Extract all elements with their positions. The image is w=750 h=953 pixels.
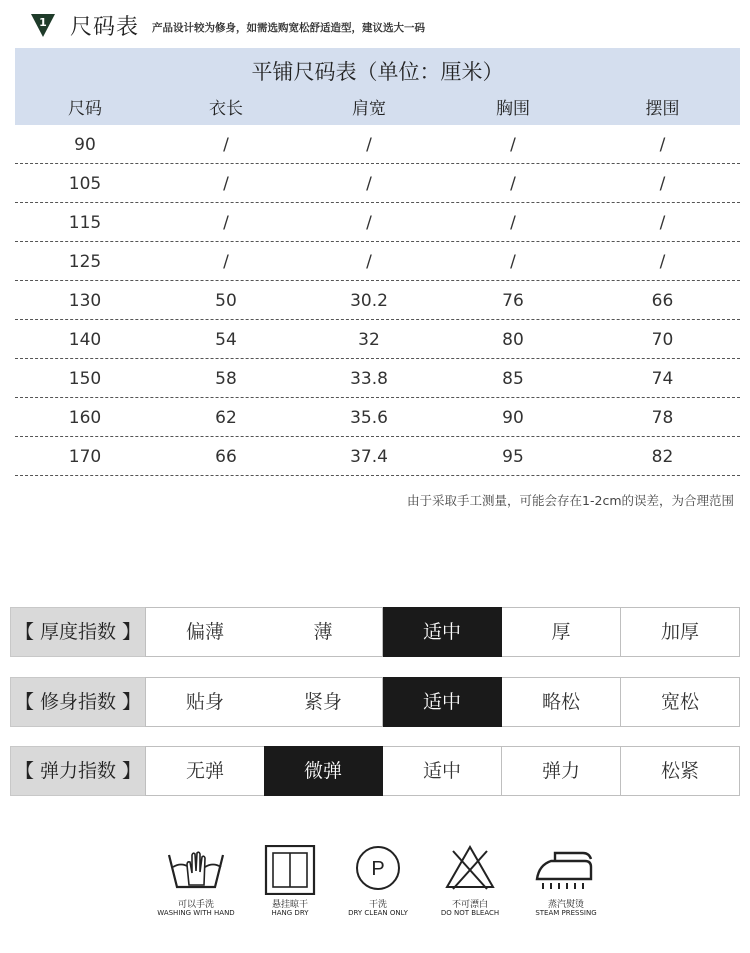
hand-wash-label-en: WASHING WITH HAND <box>157 909 235 917</box>
table-row <box>15 398 740 437</box>
hem-cell: 66 <box>651 291 674 311</box>
length-cell: 62 <box>215 408 237 428</box>
column-header-length: 衣长 <box>209 99 243 119</box>
measurement-footnote: 由于采取手工测量，可能会存在1-2cm的误差，为合理范围 <box>407 493 734 508</box>
size-cell: 90 <box>74 135 96 155</box>
no-bleach-label-cn: 不可漂白 <box>451 900 488 910</box>
care-no-bleach <box>425 845 515 925</box>
elasticity-option: 松紧 <box>621 746 740 796</box>
thickness-option: 偏薄 <box>145 607 265 657</box>
hem-cell: 74 <box>651 369 674 389</box>
elasticity-option: 弹力 <box>502 746 621 796</box>
size-cell: 170 <box>68 447 102 467</box>
size-cell: 130 <box>68 291 102 311</box>
section-title: 尺码表 <box>70 15 140 40</box>
elasticity-option-selected: 微弹 <box>264 746 383 796</box>
steam-pressing-label-en: STEAM PRESSING <box>535 909 597 917</box>
thickness-option: 加厚 <box>621 607 740 657</box>
care-steam-pressing <box>521 845 611 925</box>
elasticity-index <box>10 746 740 796</box>
length-cell: / <box>223 135 229 155</box>
chest-cell: / <box>510 174 516 194</box>
no-bleach-label-en: DO NOT BLEACH <box>440 909 500 917</box>
size-cell: 115 <box>68 213 102 233</box>
thickness-option: 厚 <box>502 607 621 657</box>
shoulder-cell: 30.2 <box>350 291 388 311</box>
table-row <box>15 281 740 320</box>
dry-clean-label-en: DRY CLEAN ONLY <box>348 909 408 917</box>
section-number: 1 <box>39 16 47 29</box>
table-row <box>15 242 740 281</box>
length-cell: / <box>223 174 229 194</box>
hang-dry-label-en: HANG DRY <box>271 909 309 917</box>
fit-option: 宽松 <box>621 677 740 727</box>
shoulder-cell: / <box>366 252 372 272</box>
hem-cell: 82 <box>651 447 674 467</box>
steam-iron-icon <box>521 845 611 895</box>
chest-cell: 80 <box>502 330 524 350</box>
shoulder-cell: / <box>366 174 372 194</box>
fit-index-label: 【 修身指数 】 <box>10 677 146 727</box>
length-cell: 66 <box>215 447 237 467</box>
elasticity-option: 适中 <box>383 746 502 796</box>
dry-clean-label-cn: 干洗 <box>368 900 387 910</box>
shoulder-cell: / <box>366 213 372 233</box>
table-row <box>15 437 740 476</box>
sizing-advice: 产品设计较为修身，如需选购宽松舒适造型，建议选大一码 <box>152 22 425 34</box>
hem-cell: 70 <box>651 330 674 350</box>
size-table-title: 平铺尺码表（单位：厘米） <box>251 60 504 84</box>
hand-wash-icon <box>151 845 241 895</box>
column-header-hem: 摆围 <box>645 99 680 119</box>
length-cell: 50 <box>215 291 237 311</box>
hang-dry-label-cn: 悬挂晾干 <box>271 900 308 910</box>
hem-cell: / <box>659 174 666 194</box>
length-cell: / <box>223 252 229 272</box>
size-table-body <box>15 125 740 476</box>
hem-cell: / <box>659 252 666 272</box>
hem-cell: 78 <box>651 408 674 428</box>
care-hand-wash <box>151 845 241 925</box>
care-dry-clean <box>333 845 423 925</box>
chest-cell: 90 <box>502 408 524 428</box>
hand-wash-label-cn: 可以手洗 <box>177 900 214 910</box>
fit-option-selected: 适中 <box>383 677 502 727</box>
column-header-chest: 胸围 <box>496 99 530 119</box>
length-cell: 58 <box>215 369 237 389</box>
table-row <box>15 359 740 398</box>
shoulder-cell: / <box>366 135 372 155</box>
shoulder-cell: 33.8 <box>350 369 388 389</box>
dry-clean-symbol: P <box>371 858 385 880</box>
thickness-option: 薄 <box>264 607 383 657</box>
section-badge <box>30 12 56 38</box>
steam-pressing-label-cn: 蒸汽熨烫 <box>547 900 584 910</box>
hang-dry-icon <box>245 845 335 895</box>
size-cell: 160 <box>68 408 102 428</box>
column-headers <box>15 94 740 120</box>
column-header-shoulder: 肩宽 <box>352 99 386 119</box>
length-cell: 54 <box>215 330 237 350</box>
fit-option: 略松 <box>502 677 621 727</box>
table-row <box>15 164 740 203</box>
fit-option: 紧身 <box>264 677 383 727</box>
hem-cell: / <box>659 135 666 155</box>
elasticity-option: 无弹 <box>145 746 265 796</box>
fit-option: 贴身 <box>145 677 265 727</box>
dry-clean-icon <box>333 845 423 895</box>
table-row <box>15 203 740 242</box>
size-cell: 140 <box>68 330 102 350</box>
size-cell: 150 <box>68 369 102 389</box>
chest-cell: 95 <box>502 447 524 467</box>
thickness-option-selected: 适中 <box>383 607 502 657</box>
column-header-size: 尺码 <box>68 99 102 119</box>
fit-index <box>10 677 740 727</box>
length-cell: / <box>223 213 229 233</box>
chest-cell: 76 <box>502 291 524 311</box>
shoulder-cell: 37.4 <box>350 447 388 467</box>
section-header <box>30 10 730 40</box>
chest-cell: / <box>510 213 516 233</box>
elasticity-index-label: 【 弹力指数 】 <box>10 746 146 796</box>
thickness-index-label: 【 厚度指数 】 <box>10 607 146 657</box>
chest-cell: 85 <box>502 369 524 389</box>
table-row <box>15 125 740 164</box>
shoulder-cell: 35.6 <box>350 408 388 428</box>
size-table-header <box>15 48 740 125</box>
size-cell: 105 <box>68 174 102 194</box>
shoulder-cell: 32 <box>358 330 380 350</box>
hem-cell: / <box>659 213 666 233</box>
size-cell: 125 <box>68 252 102 272</box>
table-row <box>15 320 740 359</box>
chest-cell: / <box>510 252 516 272</box>
care-hang-dry <box>245 845 335 925</box>
thickness-index <box>10 607 740 657</box>
chest-cell: / <box>510 135 516 155</box>
no-bleach-icon <box>425 845 515 895</box>
